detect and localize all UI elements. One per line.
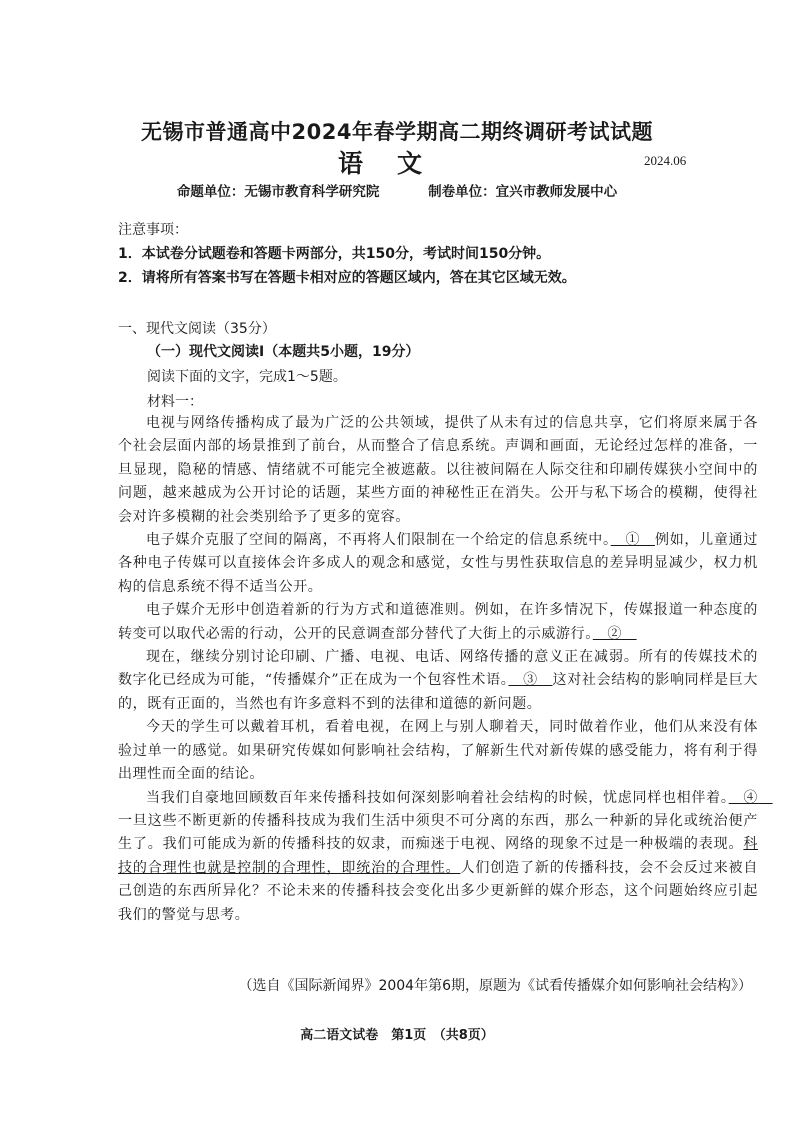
paragraph-text: 人们创造了新的传播科技，会不会反过来被自己创造的东西所异化？不论未来的传播科技会变化出多少更新鲜的媒介形态，这个问题始终应引起我们的警觉与思考。 (118, 859, 758, 923)
exam-units (0, 180, 794, 200)
section-title: 一、现代文阅读（35分） (118, 321, 276, 337)
answer-blank-4: ④ (728, 789, 773, 806)
passage-paragraph (118, 716, 758, 786)
notes-item: 1．本试卷分试题卷和答题卡两部分，共150分，考试时间150分钟。 (118, 246, 551, 262)
paragraph-text: 今天的学生可以戴着耳机，看着电视，在网上与别人聊着天，同时做着作业，他们从来没有体验过单一的感觉。如果研究传媒如何影响社会结构，了解新生代对新传媒的感受能力，将有利于得出理性而全面的结论。 (118, 719, 758, 783)
paragraph-text: 一旦这些不断更新的传播科技成为我们生活中须臾不可分离的东西，那么一种新的异化或统治便产生了。我们可能成为新的传播科技的奴隶，而痴迷于电视、网络的现象不过是一种极端的表现。 (118, 812, 758, 853)
subsection-title: （一）现代文阅读Ⅰ（本题共5小题，19分） (147, 344, 420, 360)
answer-blank-1: ① (610, 532, 655, 549)
setter-unit: 命题单位：无锡市教育科学研究院 (176, 184, 380, 200)
paragraph-text: 电子媒介克服了空间的隔离，不再将人们限制在一个给定的信息系统中。 (146, 532, 611, 549)
underlined-sentence: 科技的合理性也就是控制的合理性，即统治的合理性。 (118, 836, 758, 876)
passage-paragraph (118, 787, 773, 927)
paragraph-text: 当我们自豪地回顾数百年来传播科技如何深刻影响着社会结构的时候，忧虑同样也相伴着。 (146, 789, 729, 806)
paragraph-text: 这对社会结构的影响同样是巨大的，既有正面的，当然也有许多意料不到的法律和道德的新问题。 (118, 672, 758, 712)
subject-title: 语文 (337, 149, 456, 178)
passage-paragraph (118, 529, 758, 599)
answer-blank-2: ② (592, 625, 637, 642)
notes-heading: 注意事项： (118, 222, 188, 238)
printer-unit: 制卷单位：宜兴市教师发展中心 (428, 184, 618, 200)
paragraph-text: 电视与网络传播构成了最为广泛的公共领域，提供了从未有过的信息共享，它们将原来属于各个社会层面内部的场景推到了前台，从而整合了信息系统。声调和画面，无论经过怎样的准备，一旦显现，隐秘的情感、情绪就不可能完全被遮蔽。以往被间隔在人际交往和印刷传媒狭小空间中的问题，越来越成为公开讨论的话题，某些方面的神秘性正在消失。公开与私下场合的模糊，使得社会对许多模糊的社会类别给予了更多的宽容。 (118, 415, 758, 525)
exam-date: 2024.06 (644, 153, 687, 168)
page-footer: 高二语文试卷 第1页 （共8页） (300, 1028, 494, 1043)
paragraph-text: 例如，儿童通过各种电子传媒可以直接体会许多成人的观念和感觉，女性与男性获取信息的差异明显减少，权力机构的信息系统不得不适当公开。 (118, 532, 758, 595)
passage-paragraph (118, 599, 758, 646)
exam-notes (118, 218, 758, 290)
notes-item: 2．请将所有答案书写在答题卡相对应的答题区域内，答在其它区域无效。 (118, 270, 576, 286)
passage-paragraph (118, 412, 758, 529)
exam-title: 无锡市普通高中2024年春学期高二期终调研考试试题 (141, 120, 653, 144)
material-label: 材料一： (147, 394, 203, 410)
reading-passage (118, 412, 773, 927)
reading-instruction: 阅读下面的文字，完成1～5题。 (147, 369, 347, 385)
paragraph-text: 电子媒介无形中创造着新的行为方式和道德准则。例如，在许多情况下，传媒报道一种态度的转变可以取代必需的行动，公开的民意调查部分替代了大街上的示威游行。 (118, 602, 758, 642)
passage-source: （选自《国际新闻界》2004年第6期，原题为《试看传播媒介如何影响社会结构》） (238, 978, 752, 994)
paragraph-text: 现在，继续分别讨论印刷、广播、电视、电话、网络传播的意义正在减弱。所有的传媒技术的数字化已经成为可能，“传播媒介”正在成为一个包容性术语。 (118, 649, 758, 689)
answer-blank-3: ③ (508, 672, 553, 689)
passage-paragraph (118, 646, 758, 716)
